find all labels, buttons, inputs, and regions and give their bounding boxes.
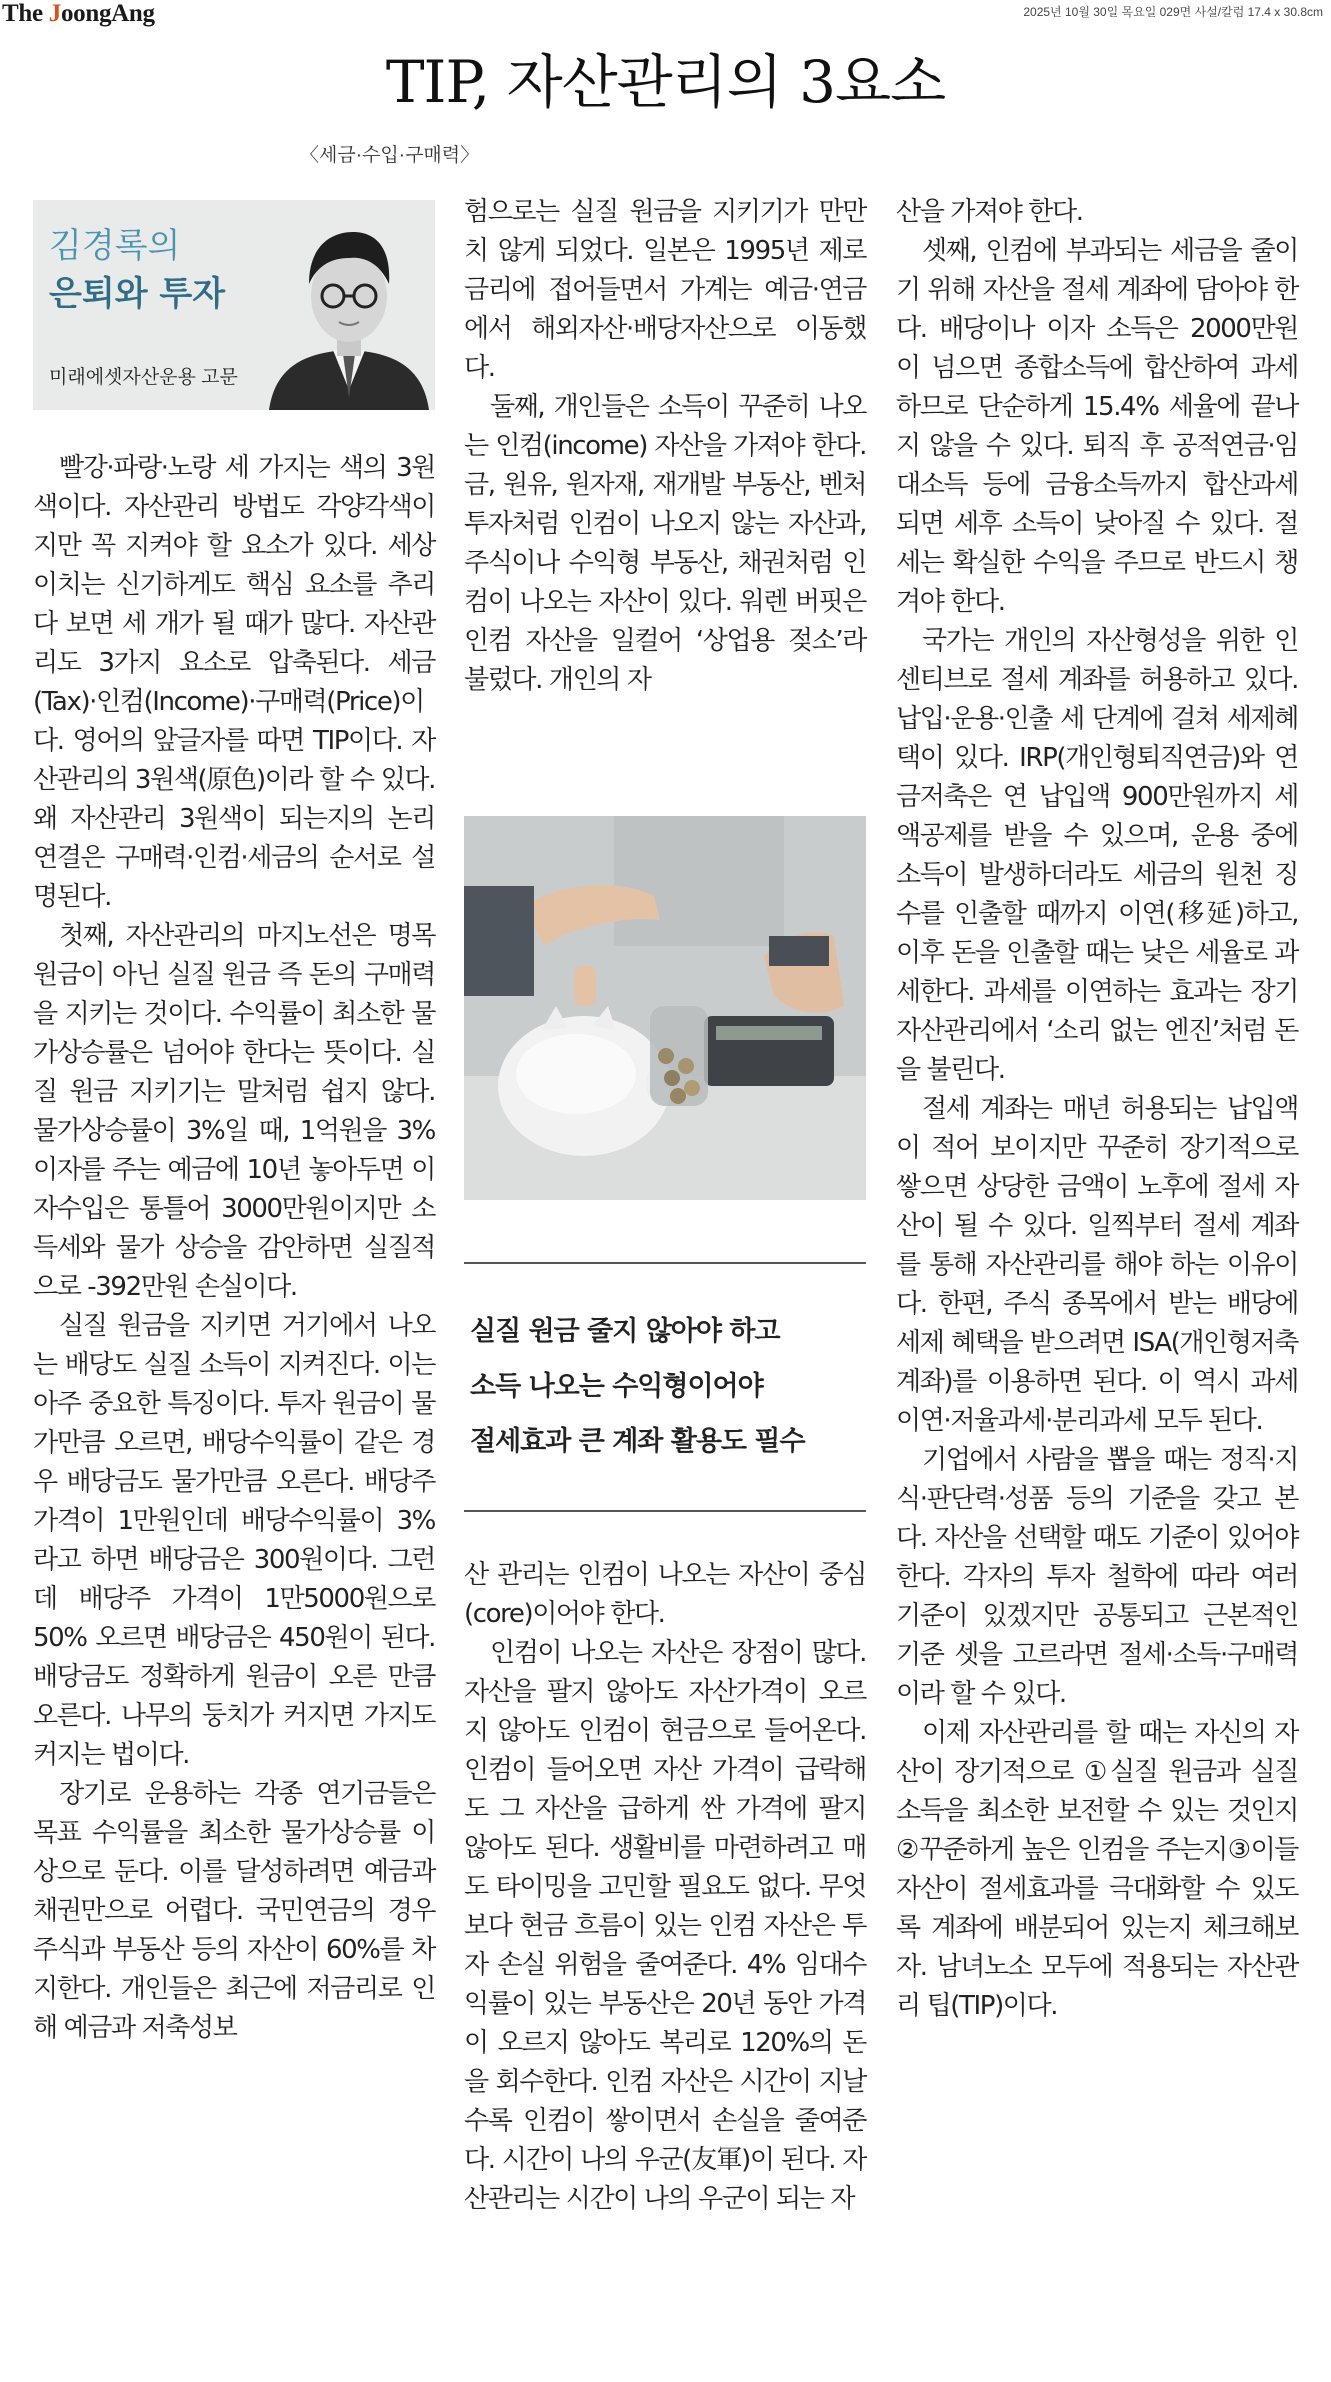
article-column-2-bottom bbox=[464, 1556, 866, 2219]
article-paragraph: 둘째, 개인들은 소득이 꾸준히 나오는 인컴(income) 자산을 가져야 한다. 금, 원유, 원자재, 재개발 부동산, 벤처 투자처럼 인컴이 나오지 않는 자산과, 주식이나 수익형 부동산, 채권처럼 인컴이 나오는 자산이 있다. 워렌 버핏은 인컴 자산을 일컬어 ‘상업용 젖소’라 불렀다. 개인의 자 bbox=[464, 392, 866, 695]
pull-quote-text bbox=[470, 1304, 805, 1469]
article-paragraph: 인컴이 나오는 자산은 장점이 많다. 자산을 팔지 않아도 자산가격이 오르지 않아도 인컴이 현금으로 들어온다. 인컴이 들어오면 자산 가격이 급락해도 그 자산을 급하게 싼 가격에 팔지 않아도 된다. 생활비를 마련하려고 매도 타이밍을 고민할 필요도 없다. 무엇보다 현금 흐름이 있는 인컴 자산은 투자 손실 위험을 줄여준다. 4% 임대수익률이 있는 부동산은 20년 동안 가격이 오르지 않아도 복리로 120%의 돈을 회수한다. 인컴 자산은 시간이 지날수록 인컴이 쌓이면서 손실을 줄여준다. 시간이 나의 우군(友軍)이 된다. 자산관리는 시간이 나의 우군이 되는 자 bbox=[464, 1638, 866, 2214]
article-paragraph: 산을 가져야 한다. bbox=[896, 197, 1083, 227]
columnist-box bbox=[33, 200, 435, 410]
piggy-bank-photo bbox=[464, 816, 866, 1200]
column-series-name: 은퇴와 투자 bbox=[49, 274, 226, 314]
article-paragraph: 국가는 개인의 자산형성을 위한 인센티브로 절세 계좌를 허용하고 있다. 납입·운용·인출 세 단계에 걸쳐 세제혜택이 있다. IRP(개인형퇴직연금)와 연금저축은 연 납입액 900만원까지 세액공제를 받을 수 있으며, 운용 중에 소득이 발생하더라도 세금의 원천 징수를 인출할 때까지 이연(移延)하고, 이후 돈을 인출할 때는 낮은 세율로 과세한다. 과세를 이연하는 효과는 장기 자산관리에서 ‘소리 없는 엔진’처럼 돈을 불린다. bbox=[896, 626, 1298, 1085]
column-title bbox=[49, 222, 225, 318]
article-paragraph: 장기로 운용하는 각종 연기금들은 목표 수익률을 최소한 물가상승률 이상으로 둔다. 이를 달성하려면 예금과 채권만으로 어렵다. 국민연금의 경우 주식과 부동산 등의 자산이 60%를 차지한다. 개인들은 최근에 저금리로 인해 예금과 저축성보 bbox=[33, 1779, 435, 2043]
article-column-2-top bbox=[464, 193, 866, 700]
article-paragraph: 험으로는 실질 원금을 지키기가 만만치 않게 되었다. 일본은 1995년 제로 금리에 접어들면서 가계는 예금·연금에서 해외자산·배당자산으로 이동했다. bbox=[464, 197, 866, 383]
columnist-name: 김경록의 bbox=[49, 226, 181, 266]
article-paragraph: 빨강·파랑·노랑 세 가지는 색의 3원색이다. 자산관리 방법도 각양각색이지만 꼭 지켜야 할 요소가 있다. 세상 이치는 신기하게도 핵심 요소를 추리다 보면 세 개가 될 때가 많다. 자산관리도 3가지 요소로 압축된다. 세금(Tax)·인컴(Income)·구매력(Price)이다. 영어의 앞글자를 따면 TIP이다. 자산관리의 3원색(原色)이라 할 수 있다. 왜 자산관리 3원색이 되는지의 논리 연결은 구매력·인컴·세금의 순서로 설명된다. bbox=[33, 453, 435, 912]
dateline: 2025년 10월 30일 목요일 029면 사설/칼럼 17.4 x 30.8cm bbox=[1023, 5, 1323, 19]
article-headline: TIP, 자산관리의 3요소 bbox=[385, 48, 946, 116]
article-paragraph: 산 관리는 인컴이 나오는 자산이 중심(core)이어야 한다. bbox=[464, 1560, 866, 1629]
article-column-3 bbox=[896, 193, 1298, 2026]
article-paragraph: 셋째, 인컴에 부과되는 세금을 줄이기 위해 자산을 절세 계좌에 담아야 한다. 배당이나 이자 소득은 2000만원이 넘으면 종합소득에 합산하여 과세하므로 단순하게 15.4% 세율에 끝나지 않을 수 있다. 퇴직 후 공적연금·임대소득 등에 금융소득까지 합산과세 되면 세후 소득이 낮아질 수 있다. 절세는 확실한 수익을 주므로 반드시 챙겨야 한다. bbox=[896, 236, 1298, 617]
pull-quote bbox=[464, 1262, 866, 1512]
article-paragraph: 이제 자산관리를 할 때는 자신의 자산이 장기적으로 ①실질 원금과 실질 소득을 최소한 보전할 수 있는 것인지②꾸준하게 높은 인컴을 주는지③이들 자산이 절세효과를 극대화할 수 있도록 계좌에 배분되어 있는지 체크해보자. 남녀노소 모두에 적용되는 자산관리 팁(TIP)이다. bbox=[896, 1718, 1298, 2021]
article-paragraph: 첫째, 자산관리의 마지노선은 명목 원금이 아닌 실질 원금 즉 돈의 구매력을 지키는 것이다. 수익률이 최소한 물가상승률은 넘어야 한다는 뜻이다. 실질 원금 지키기는 말처럼 쉽지 않다. 물가상승률이 3%일 때, 1억원을 3% 이자를 주는 예금에 10년 놓아두면 이자수입은 통틀어 3000만원이지만 소득세와 물가 상승을 감안하면 실질적으로 -392만원 손실이다. bbox=[33, 921, 435, 1302]
masthead-logo: The JoongAng bbox=[2, 0, 155, 27]
article-paragraph: 실질 원금을 지키면 거기에서 나오는 배당도 실질 소득이 지켜진다. 이는 아주 중요한 특징이다. 투자 원금이 물가만큼 오르면, 배당수익률이 같은 경우 배당금도 물가만큼 오른다. 배당주 가격이 1만원인데 배당수익률이 3%라고 하면 배당금은 300원이다. 그런데 배당주 가격이 1만5000원으로 50% 오르면 배당금은 450원이 된다. 배당금도 정확하게 원금이 오른 만큼 오른다. 나무의 둥치가 커지면 가지도 커지는 법이다. bbox=[33, 1311, 435, 1770]
article-paragraph: 기업에서 사람을 뽑을 때는 정직·지식·판단력·성품 등의 기준을 갖고 본다. 자산을 선택할 때도 기준이 있어야 한다. 각자의 투자 철학에 따라 여러 기준이 있겠지만 공통되고 근본적인 기준 셋을 고르라면 절세·소득·구매력이라 할 수 있다. bbox=[896, 1445, 1298, 1709]
columnist-portrait bbox=[263, 218, 435, 410]
columnist-role: 미래에셋자산운용 고문 bbox=[49, 367, 238, 388]
article-subheadline: 〈세금·수입·구매력〉 bbox=[300, 145, 480, 166]
pull-quote-line: 실질 원금 줄지 않아야 하고 bbox=[470, 1316, 780, 1347]
pull-quote-line: 절세효과 큰 계좌 활용도 필수 bbox=[470, 1426, 805, 1457]
article-paragraph: 절세 계좌는 매년 허용되는 납입액이 적어 보이지만 꾸준히 장기적으로 쌓으면 상당한 금액이 노후에 절세 자산이 될 수 있다. 일찍부터 절세 계좌를 통해 자산관리를 해야 하는 이유이다. 한편, 주식 종목에서 받는 배당에 세제 혜택을 받으려면 ISA(개인형저축계좌)를 이용하면 된다. 이 역시 과세이연·저율과세·분리과세 모두 된다. bbox=[896, 1094, 1298, 1436]
pull-quote-line: 소득 나오는 수익형이어야 bbox=[470, 1371, 763, 1402]
article-column-1 bbox=[33, 449, 435, 2048]
